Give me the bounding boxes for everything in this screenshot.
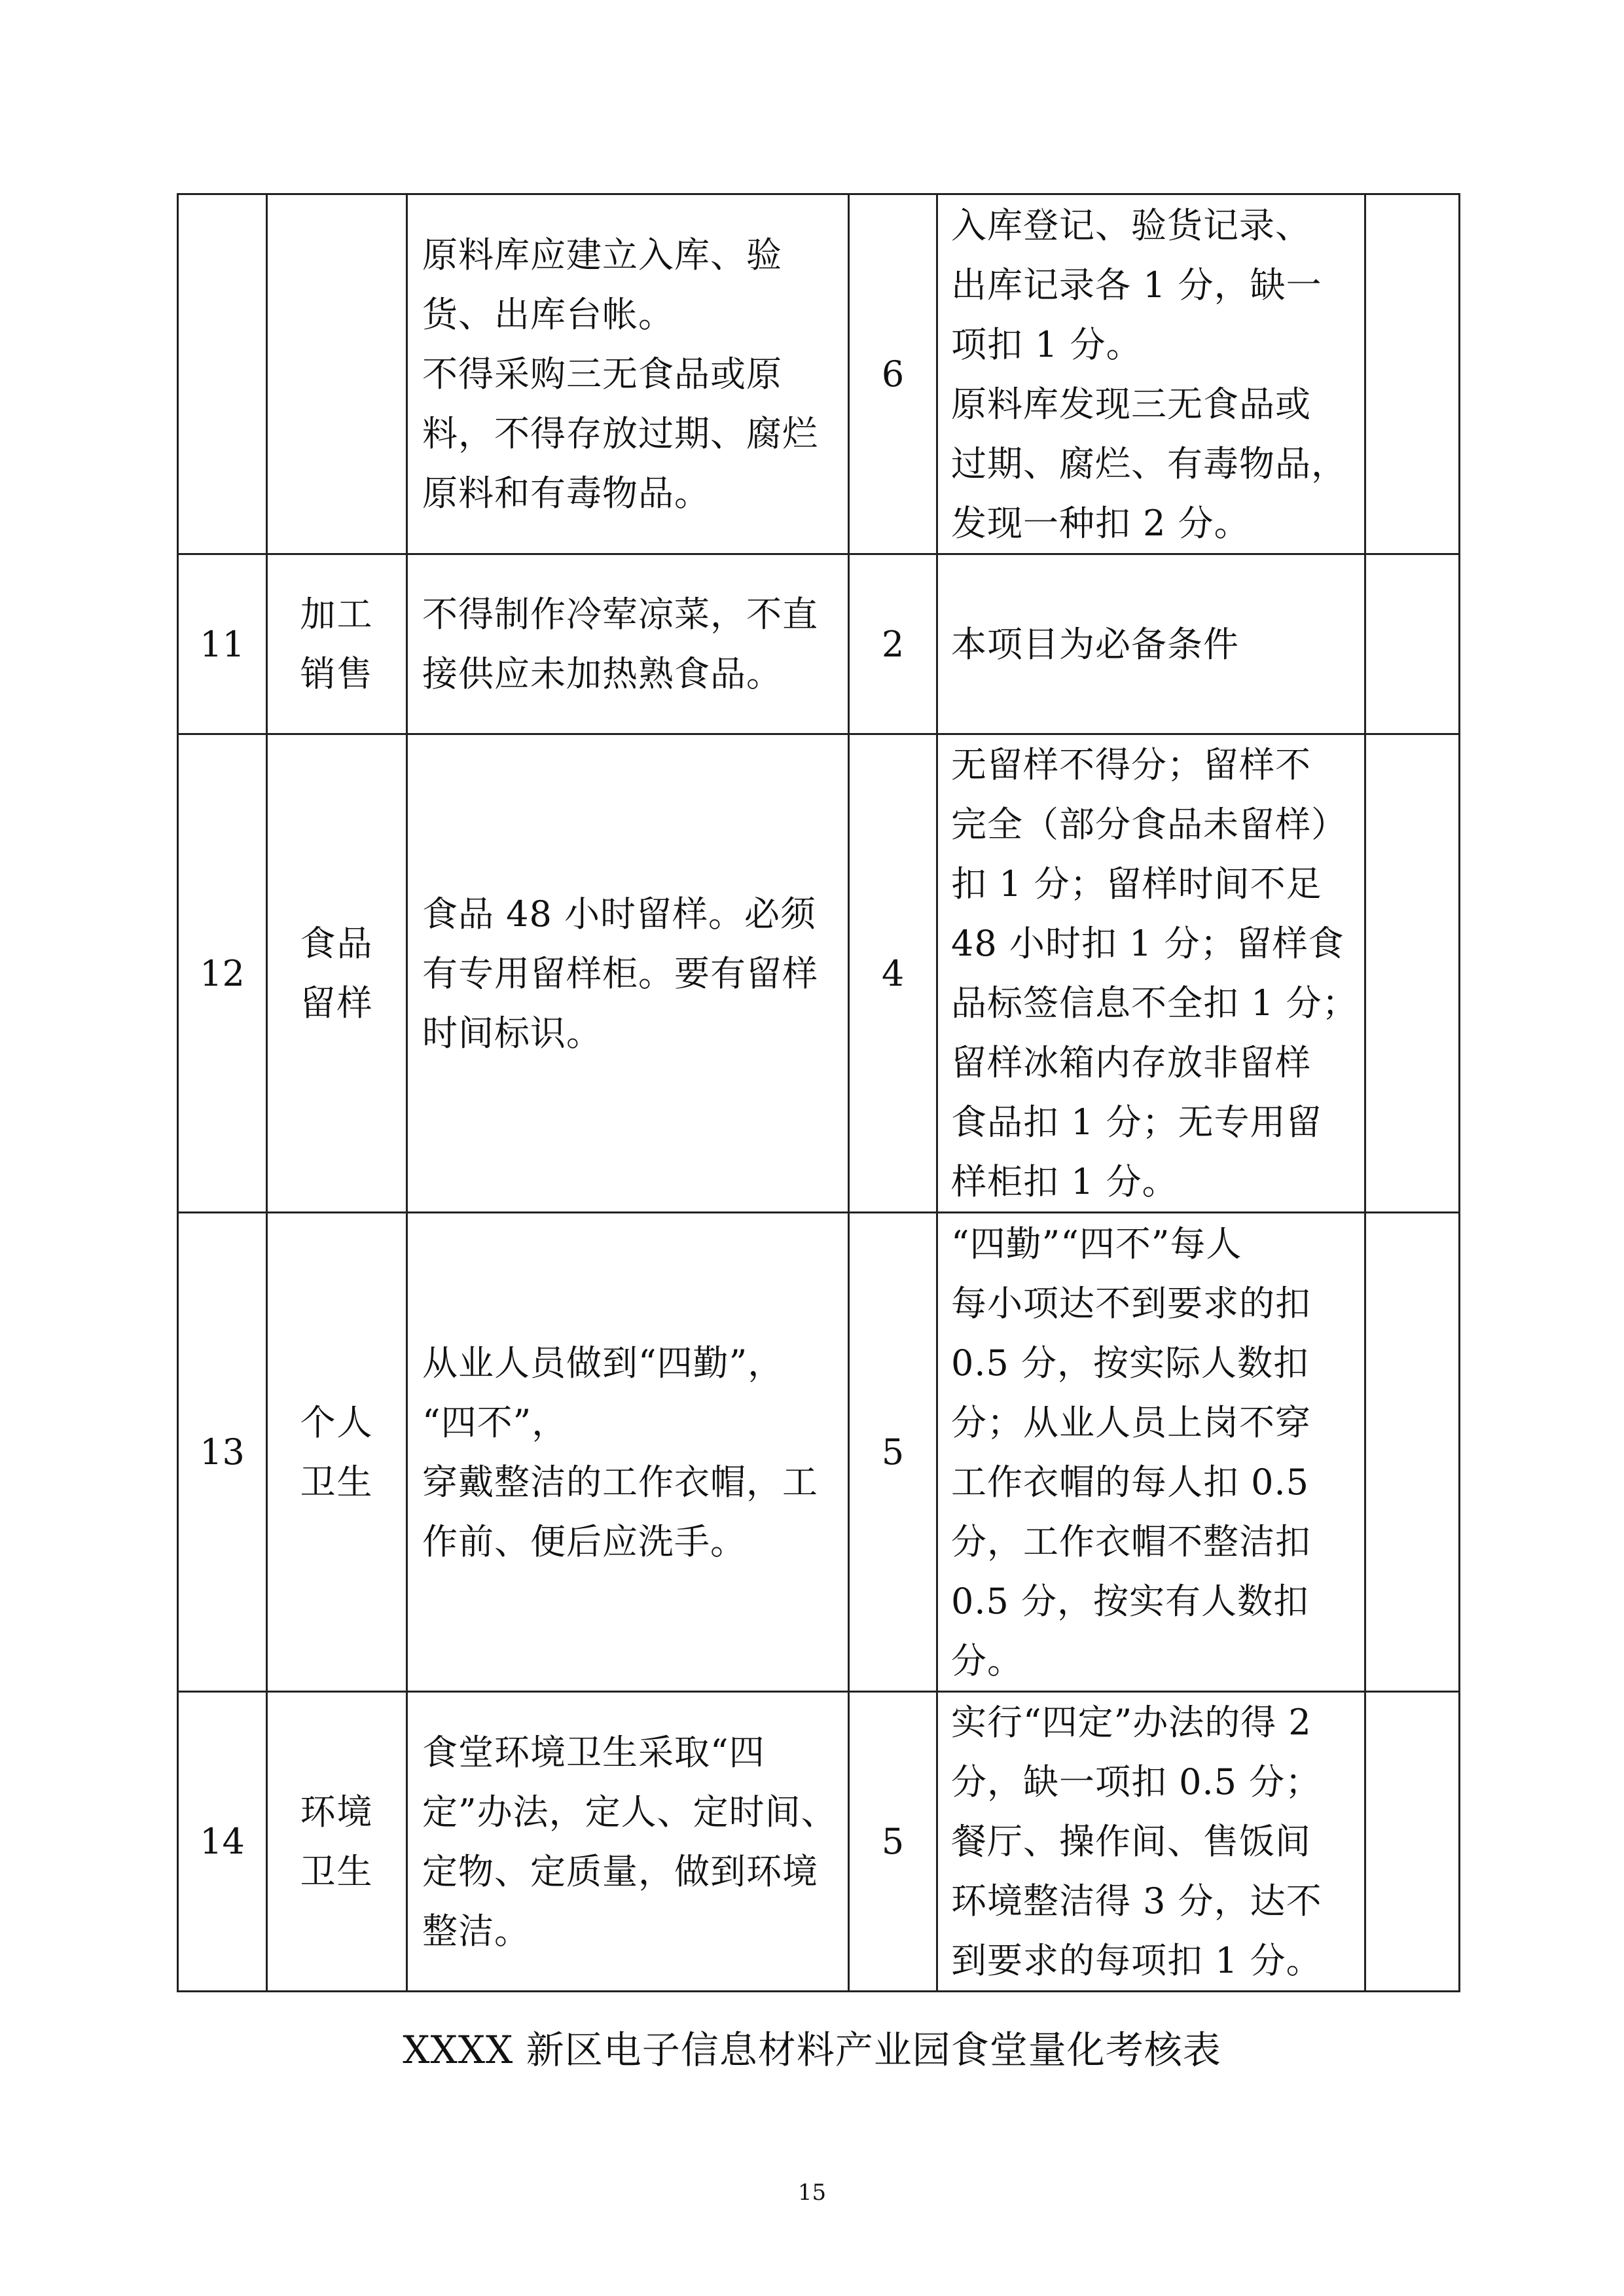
standard-cell-line: 原料库发现三无食品或 xyxy=(951,383,1311,425)
standard-cell-line: 发现一种扣 2 分。 xyxy=(951,502,1250,544)
item-cell-line: 卫生 xyxy=(300,1850,374,1892)
content-cell-line: 接供应未加热熟食品。 xyxy=(422,653,782,694)
item-cell-line: 个人 xyxy=(300,1401,374,1443)
standard-cell-line: 食品扣 1 分；无专用留 xyxy=(951,1102,1322,1143)
score-result-cell xyxy=(1365,554,1460,734)
content-cell-line: 货、出库台帐。 xyxy=(422,294,674,335)
item-cell-line: 销售 xyxy=(300,653,374,694)
standard-cell-line: 品标签信息不全扣 1 分； xyxy=(951,982,1358,1024)
standard-cell-line: 分，工作衣帽不整洁扣 xyxy=(951,1520,1311,1562)
standard-cell xyxy=(937,734,1365,1213)
content-cell-line: 穿戴整洁的工作衣帽，工 xyxy=(422,1461,818,1503)
content-cell-line: 料，不得存放过期、腐烂 xyxy=(422,413,818,454)
page-number: 15 xyxy=(797,2179,827,2206)
row-number-cell: 12 xyxy=(178,734,267,1213)
item-cell xyxy=(267,194,407,554)
content-cell xyxy=(407,1692,849,1992)
standard-cell-line: 0.5 分，按实有人数扣 xyxy=(951,1580,1310,1622)
item-cell-line: 加工 xyxy=(300,594,374,635)
standard-cell-line: 项扣 1 分。 xyxy=(951,323,1142,365)
score-cell: 5 xyxy=(849,1692,937,1992)
item-cell-line: 环境 xyxy=(300,1791,374,1833)
standard-cell-line: 留样冰箱内存放非留样 xyxy=(951,1042,1311,1083)
content-cell-line: 作前、便后应洗手。 xyxy=(422,1520,746,1562)
score-cell: 6 xyxy=(849,194,937,554)
standard-cell-line: 本项目为必备条件 xyxy=(951,623,1239,665)
standard-cell-line: 分，缺一项扣 0.5 分； xyxy=(951,1761,1322,1803)
content-cell-line: 不得采购三无食品或原 xyxy=(422,353,782,395)
content-cell xyxy=(407,1213,849,1692)
score-cell: 5 xyxy=(849,1213,937,1692)
content-cell-line: 原料和有毒物品。 xyxy=(422,473,710,514)
row-number-cell xyxy=(178,194,267,554)
standard-cell-line: 过期、腐烂、有毒物品， xyxy=(951,442,1347,484)
row-number-cell: 13 xyxy=(178,1213,267,1692)
content-cell xyxy=(407,734,849,1213)
content-cell xyxy=(407,554,849,734)
standard-cell-line: 48 小时扣 1 分；留样食 xyxy=(951,923,1344,964)
standard-cell xyxy=(937,1213,1365,1692)
table-body xyxy=(178,194,1460,1992)
standard-cell-line: 每小项达不到要求的扣 xyxy=(951,1282,1311,1324)
item-cell xyxy=(267,1213,407,1692)
score-result-cell xyxy=(1365,1692,1460,1992)
score-result-cell xyxy=(1365,1213,1460,1692)
standard-cell-line: 出库记录各 1 分，缺一 xyxy=(951,264,1322,306)
item-cell xyxy=(267,1692,407,1992)
standard-cell xyxy=(937,194,1365,554)
standard-cell-line: 入库登记、验货记录、 xyxy=(951,204,1311,246)
table-caption: XXXX 新区电子信息材料产业园食堂量化考核表 xyxy=(403,2028,1221,2072)
standard-cell-line: “四勤”“四不”每人 xyxy=(951,1223,1242,1265)
score-result-cell xyxy=(1365,194,1460,554)
table-row xyxy=(178,554,1460,734)
table-row xyxy=(178,194,1460,554)
item-cell-line: 食品 xyxy=(300,923,374,964)
row-number-cell: 11 xyxy=(178,554,267,734)
assessment-table xyxy=(177,193,1460,1992)
content-cell-line: 不得制作冷荤凉菜，不直 xyxy=(422,594,818,635)
standard-cell xyxy=(937,1692,1365,1992)
standard-cell-line: 环境整洁得 3 分，达不 xyxy=(951,1880,1322,1922)
table-row xyxy=(178,734,1460,1213)
standard-cell-line: 到要求的每项扣 1 分。 xyxy=(951,1940,1322,1981)
content-cell xyxy=(407,194,849,554)
standard-cell-line: 实行“四定”办法的得 2 xyxy=(951,1702,1312,1743)
standard-cell-line: 工作衣帽的每人扣 0.5 xyxy=(951,1461,1310,1503)
standard-cell-line: 无留样不得分；留样不 xyxy=(951,744,1311,785)
standard-cell-line: 完全（部分食品未留样） xyxy=(951,804,1347,845)
standard-cell-line: 扣 1 分；留样时间不足 xyxy=(951,863,1322,905)
standard-cell-line: 分。 xyxy=(951,1640,1023,1681)
content-cell-line: “四不”， xyxy=(422,1401,568,1443)
standard-cell-line: 餐厅、操作间、售饭间 xyxy=(951,1821,1311,1862)
content-cell-line: 有专用留样柜。要有留样 xyxy=(422,952,818,994)
content-cell-line: 时间标识。 xyxy=(422,1012,602,1054)
content-cell-line: 原料库应建立入库、验 xyxy=(422,234,782,276)
content-cell-line: 定”办法，定人、定时间、 xyxy=(422,1791,837,1833)
standard-cell-line: 分；从业人员上岗不穿 xyxy=(951,1401,1311,1443)
item-cell-line: 留样 xyxy=(300,982,374,1024)
item-cell xyxy=(267,554,407,734)
content-cell-line: 整洁。 xyxy=(422,1910,530,1952)
standard-cell xyxy=(937,554,1365,734)
content-cell-line: 定物、定质量，做到环境 xyxy=(422,1850,818,1892)
score-result-cell xyxy=(1365,734,1460,1213)
score-cell: 4 xyxy=(849,734,937,1213)
content-cell-line: 食品 48 小时留样。必须 xyxy=(422,893,817,935)
table-row xyxy=(178,1213,1460,1692)
item-cell xyxy=(267,734,407,1213)
item-cell-line: 卫生 xyxy=(300,1461,374,1503)
content-cell-line: 从业人员做到“四勤”， xyxy=(422,1342,784,1384)
standard-cell-line: 样柜扣 1 分。 xyxy=(951,1161,1178,1202)
content-cell-line: 食堂环境卫生采取“四 xyxy=(422,1731,765,1773)
row-number-cell: 14 xyxy=(178,1692,267,1992)
standard-cell-line: 0.5 分，按实际人数扣 xyxy=(951,1342,1310,1384)
score-cell: 2 xyxy=(849,554,937,734)
table-row xyxy=(178,1692,1460,1992)
